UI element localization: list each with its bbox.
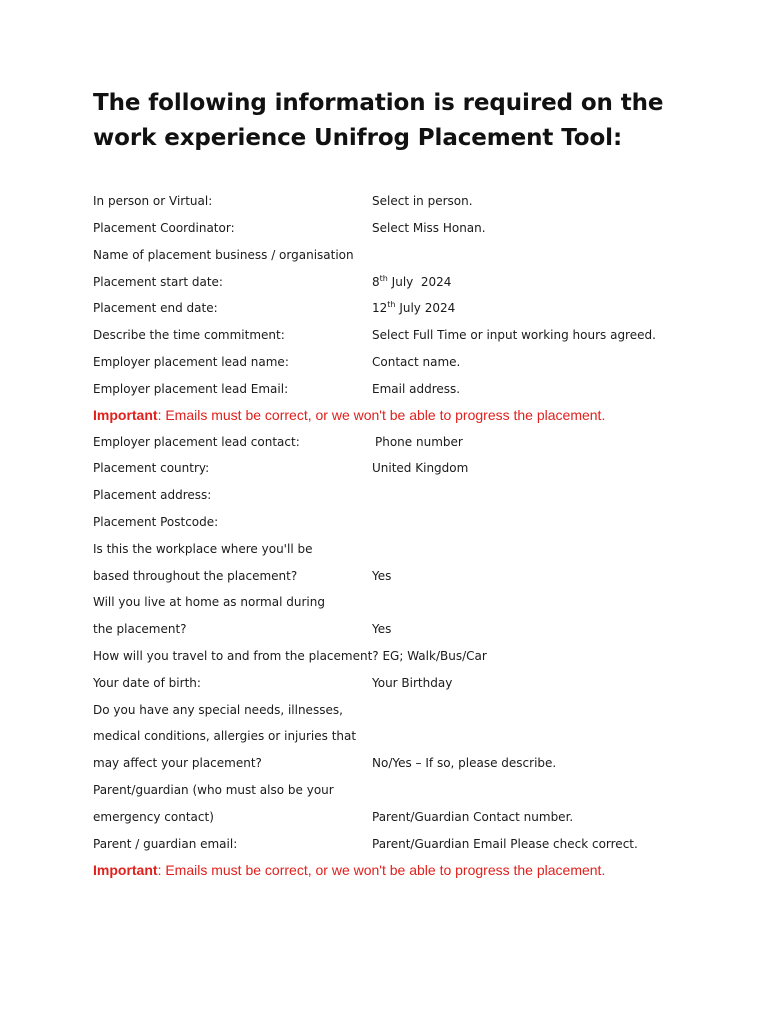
- form-row-special-needs-q2: [93, 726, 733, 746]
- row-value: No/Yes – If so, please describe.: [372, 756, 557, 770]
- row-value: Select in person.: [372, 194, 473, 208]
- important-label: Important: [93, 862, 158, 878]
- date-rest: July 2024: [387, 275, 452, 289]
- form-row-business-name: [93, 245, 733, 265]
- row-label: Name of placement business / organisation: [93, 248, 354, 262]
- form-row-lead-name: [93, 352, 733, 372]
- important-label: Important: [93, 407, 158, 423]
- form-row-in-person-virtual: [93, 191, 733, 211]
- important-notice: [93, 860, 733, 880]
- row-value: Parent/Guardian Email Please check correct.: [372, 837, 638, 851]
- row-label: Your date of birth:: [93, 676, 201, 690]
- form-row-guardian-q2: [93, 807, 733, 827]
- important-notice: [93, 405, 733, 425]
- row-label: Placement country:: [93, 461, 210, 475]
- row-label: Employer placement lead Email:: [93, 382, 289, 396]
- form-row-end-date: [93, 298, 733, 318]
- row-label: emergency contact): [93, 810, 214, 824]
- row-label: Is this the workplace where you'll be: [93, 542, 313, 556]
- row-label: Parent / guardian email:: [93, 837, 238, 851]
- row-value: Phone number: [375, 435, 463, 449]
- row-value: Select Miss Honan.: [372, 221, 486, 235]
- page-title: The following information is required on the work experience Unifrog Placement Tool:: [93, 90, 664, 151]
- row-label: medical conditions, allergies or injuries that: [93, 729, 357, 743]
- form-row-travel: [93, 646, 733, 666]
- row-value: Email address.: [372, 382, 461, 396]
- form-row-address: [93, 485, 733, 505]
- row-label: Placement end date:: [93, 301, 218, 315]
- row-value: United Kingdom: [372, 461, 469, 475]
- row-label: based throughout the placement?: [93, 569, 298, 583]
- row-label: may affect your placement?: [93, 756, 262, 770]
- form-row-date-of-birth: [93, 673, 733, 693]
- form-row-workplace-q2: [93, 566, 733, 586]
- row-label: In person or Virtual:: [93, 194, 213, 208]
- row-label: Parent/guardian (who must also be your: [93, 783, 334, 797]
- form-row-start-date: [93, 272, 733, 292]
- form-row-time-commitment: [93, 325, 733, 345]
- row-label: Placement address:: [93, 488, 212, 502]
- row-label: the placement?: [93, 622, 187, 636]
- row-label: Placement Postcode:: [93, 515, 219, 529]
- date-day: 12: [372, 301, 388, 315]
- form-row-workplace-q1: [93, 539, 733, 559]
- form-row-country: [93, 458, 733, 478]
- row-value: Parent/Guardian Contact number.: [372, 810, 574, 824]
- row-value-end-date: [372, 298, 455, 318]
- row-value: Yes: [372, 622, 392, 636]
- form-row-lead-contact: [93, 432, 733, 452]
- form-row-guardian-q1: [93, 780, 733, 800]
- row-label: Employer placement lead contact:: [93, 435, 300, 449]
- row-label: Will you live at home as normal during: [93, 595, 325, 609]
- form-row-postcode: [93, 512, 733, 532]
- form-row-live-home-q2: [93, 619, 733, 639]
- form-row-guardian-email: [93, 834, 733, 854]
- important-text: : Emails must be correct, or we won't be able to progress the placement.: [157, 407, 606, 423]
- form-row-placement-coordinator: [93, 218, 733, 238]
- form-row-special-needs-q3: [93, 753, 733, 773]
- row-label: How will you travel to and from the placement? EG; Walk/Bus/Car: [93, 649, 487, 663]
- row-value: Yes: [372, 569, 392, 583]
- row-label: Placement Coordinator:: [93, 221, 235, 235]
- form-row-live-home-q1: [93, 592, 733, 612]
- row-label: Describe the time commitment:: [93, 328, 285, 342]
- row-value: Contact name.: [372, 355, 461, 369]
- row-value: Select Full Time or input working hours agreed.: [372, 328, 656, 342]
- form-row-lead-email: [93, 379, 733, 399]
- important-text: : Emails must be correct, or we won't be able to progress the placement.: [157, 862, 606, 878]
- date-suffix: th: [379, 274, 388, 283]
- row-value: Your Birthday: [372, 676, 453, 690]
- row-value-start-date: [372, 272, 451, 292]
- row-label: Placement start date:: [93, 275, 223, 289]
- date-rest: July 2024: [395, 301, 456, 315]
- row-label: Do you have any special needs, illnesses,: [93, 703, 343, 717]
- date-day: 8: [372, 275, 380, 289]
- date-suffix: th: [387, 300, 396, 309]
- row-label: Employer placement lead name:: [93, 355, 289, 369]
- form-row-special-needs-q1: [93, 700, 733, 720]
